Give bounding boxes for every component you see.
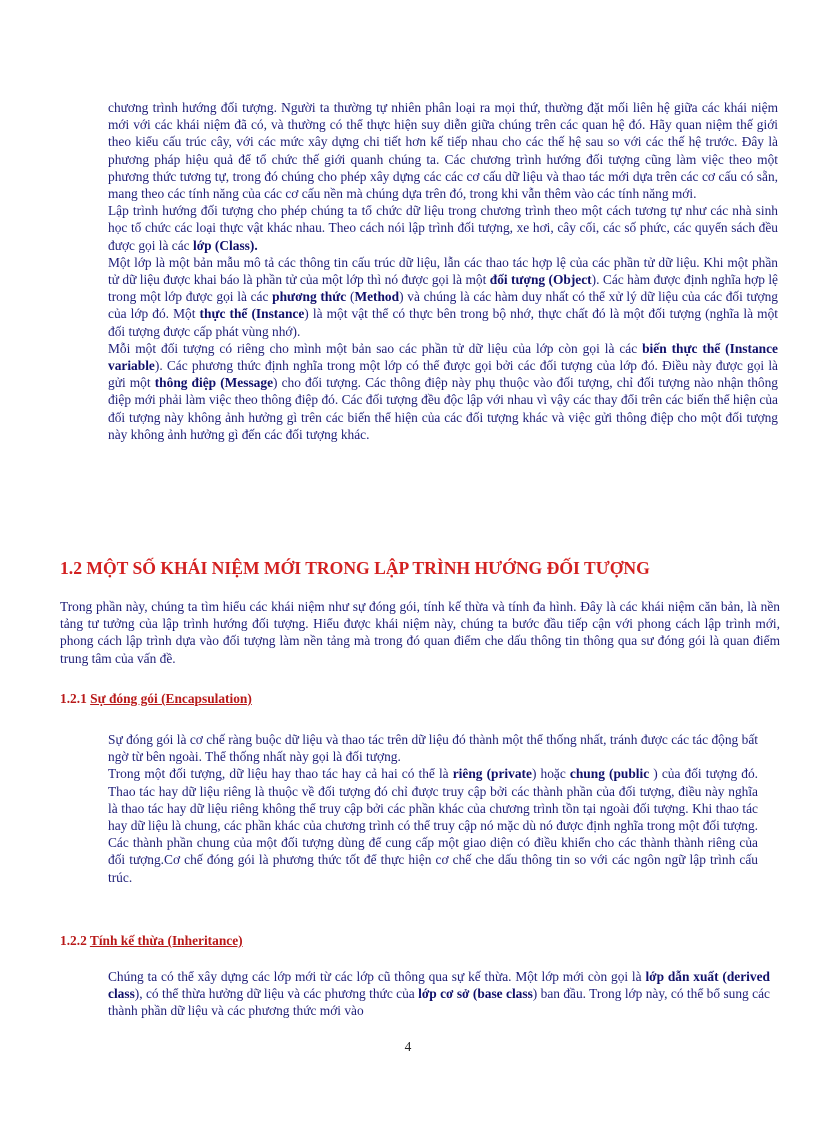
intro-paragraph: chương trình hướng đối tượng. Người ta thường tự nhiên phân loại ra mọi thứ, thường đặt mối liên hệ giữa các khái niệm mới với các khái niệm đã có, và thường có thể thực hiện suy diễn giữa chúng trên các quan hệ đó. Hãy quan niệm thế giới theo kiểu cấu trúc cây, với các mức xây dựng chi tiết hơn kế tiếp nhau cho các thế hệ sau so với các thế hệ trước. Đây là phương pháp hiệu quả để tổ chức thế giới quanh chúng ta. Các chương trình hướng đối tượng cũng làm việc theo một phương thức tương tự, trong đó chúng cho phép xây dựng các các cơ cấu dữ liệu và thao tác mới dựa trên các cơ cấu có sẵn, mang theo các tính năng của các cơ cấu nền mà chúng dựa trên đó, trong khi vẫn thêm vào các tính năng mới. — [108, 100, 778, 202]
text-run: ( — [349, 289, 355, 305]
intro-text — [108, 99, 778, 443]
term-method-en: Method — [354, 289, 400, 305]
text-run: Mỗi một đối tượng có riêng cho mình một bản sao các phần tử dữ liệu của lớp còn gọi là các — [108, 340, 638, 356]
text-run: ). Các phương thức định nghĩa trong một lớp có thể được gọi bởi các đối tượng của lớp đó. Điều này được gọi là gửi một — [108, 358, 778, 391]
section-paragraph: Trong phần này, chúng ta tìm hiểu các khái niệm như sự đóng gói, tính kế thừa và tính đa hình. Đây là các khái niệm căn bản, là nền tảng tư tưởng của lập trình hướng đối tượng. Hiểu được khái niệm này, chúng ta bước đầu tiếp cận với phong cách lập trình mới, phong cách lập trình dựa vào đối tượng làm nền tảng mà trong đó quan điểm che dấu thông tin thông qua sư đóng gói là quan điểm trung tâm của vấn đề. — [60, 599, 780, 666]
intro-paragraph — [108, 202, 778, 254]
text-run: ) và chúng là các hàm duy nhất có thể xử lý dữ liệu của các đối tượng của lớp đó. Một — [108, 289, 779, 322]
section-paragraph: Sự đóng gói là cơ chế ràng buộc dữ liệu và thao tác trên dữ liệu đó thành một thể thống nhất, tránh được các tác động bất ngờ từ bên ngoài. Thể thống nhất này gọi là đối tượng. — [108, 732, 758, 765]
term-public: chung (public — [569, 766, 650, 782]
text-run: ). — [249, 237, 258, 253]
intro-paragraph — [108, 340, 778, 443]
text-run: ) cho đối tượng. Các thông điệp này phụ thuộc vào đối tượng, chỉ đối tượng nào nhận thông điệp mới phải làm việc theo thông điệp đó. Các đối tượng đều độc lập với nhau vì vậy các thay đổi trên các biến thể hiện của đối tượng này không ảnh hưởng gì trên các biến thể hiện của các đối tượng khác và việc gửi thông điệp cho một đối tượng này không ảnh hưởng gì đến các đối tượng khác. — [108, 375, 779, 442]
text-run: ). Các hàm được định nghĩa hợp lệ trong một lớp được gọi là các — [108, 272, 778, 305]
text-run: ) ban đầu. Trong lớp này, có thể bổ sung các thành phần dữ liệu và các phương thức mới vào — [108, 986, 770, 1019]
subsection-heading-encapsulation — [60, 691, 252, 707]
term-class: lớp (Class — [193, 237, 250, 253]
text-run: ) của đối tượng đó. Thao tác hay dữ liệu riêng là thuộc về đối tượng đó chỉ được truy cập bởi các thành phần của đối tượng, điều này nghĩa là thao tác hay dữ liệu riêng không thể truy cập bởi các phần khác của chương trình tồn tại ngoài đối tượng. Khi thao tác hay dữ liệu là chung, các phần khác của chương trình có thể truy cập nó mặc dù nó được định nghĩa trong một đối tượng. Các thành phần chung của một đối tượng dùng để cung cấp một giao diện có điều khiển cho các thành thành riêng của đối tượng.Cơ chế đóng gói là phương thức tốt để thực hiện cơ chế che dấu thông tin so với các ngôn ngữ lập trình cấu trúc. — [108, 766, 759, 885]
text-run: Trong một đối tượng, dữ liệu hay thao tác hay cả hai có thể là — [108, 766, 449, 782]
term-derived-class: lớp dẫn xuất (derived class — [108, 969, 770, 1002]
text-run: ), có thể thừa hưởng dữ liệu và các phương thức của — [134, 986, 415, 1002]
section-paragraph — [108, 968, 770, 1020]
term-instance: thực thể (Instance — [199, 306, 305, 322]
inheritance-text — [108, 968, 770, 1020]
term-message: thông điệp (Message — [154, 375, 274, 391]
subsection-heading-inheritance — [60, 933, 243, 949]
subsection-title: Sự đóng gói (Encapsulation) — [90, 691, 252, 706]
subsection-title: Tính kế thừa (Inheritance) — [89, 933, 243, 948]
term-method: phương thức — [272, 289, 347, 305]
term-object: đối tượng (Object — [489, 272, 592, 288]
text-run: ) là một vật thể có thực bên trong bộ nhớ, thực chất đó là một đối tượng (nghĩa là một đối tượng được cấp phát vùng nhớ). — [108, 306, 779, 339]
page-number: 4 — [404, 1039, 412, 1054]
term-private: riêng (private — [452, 766, 532, 782]
section-body — [60, 598, 780, 667]
encapsulation-text — [108, 731, 758, 886]
term-base-class: lớp cơ sở (base class — [418, 986, 533, 1002]
text-run: Chúng ta có thể xây dựng các lớp mới từ các lớp cũ thông qua sự kế thừa. Một lớp mới còn gọi là — [108, 969, 642, 984]
section-heading: 1.2 MỘT SỐ KHÁI NIỆM MỚI TRONG LẬP TRÌNH HƯỚNG ĐỐI TƯỢNG — [60, 558, 650, 578]
subsection-number: 1.2.1 — [60, 691, 87, 706]
intro-paragraph — [108, 254, 778, 340]
section-paragraph — [108, 765, 758, 885]
text-run: Lập trình hướng đối tượng cho phép chúng ta tổ chức dữ liệu trong chương trình theo một cách tương tự như các nhà sinh học tổ chức các loại thực vật khác nhau. Theo cách nói lập trình đối tượng, xe hơi, cây cối, các số phức, các quyển sách đều được gọi là các — [108, 203, 778, 253]
subsection-number: 1.2.2 — [60, 933, 87, 948]
term-instance-variable: biến thực thể (Instance variable — [108, 340, 778, 374]
text-run: Một lớp là một bản mẫu mô tả các thông tin cấu trúc dữ liệu, lẫn các thao tác hợp lệ của các phần tử dữ liệu. Khi một phần tử dữ liệu được khai báo là phần tử của một lớp thì nó được gọi là một — [108, 254, 778, 288]
text-run: ) hoặc — [531, 766, 566, 782]
